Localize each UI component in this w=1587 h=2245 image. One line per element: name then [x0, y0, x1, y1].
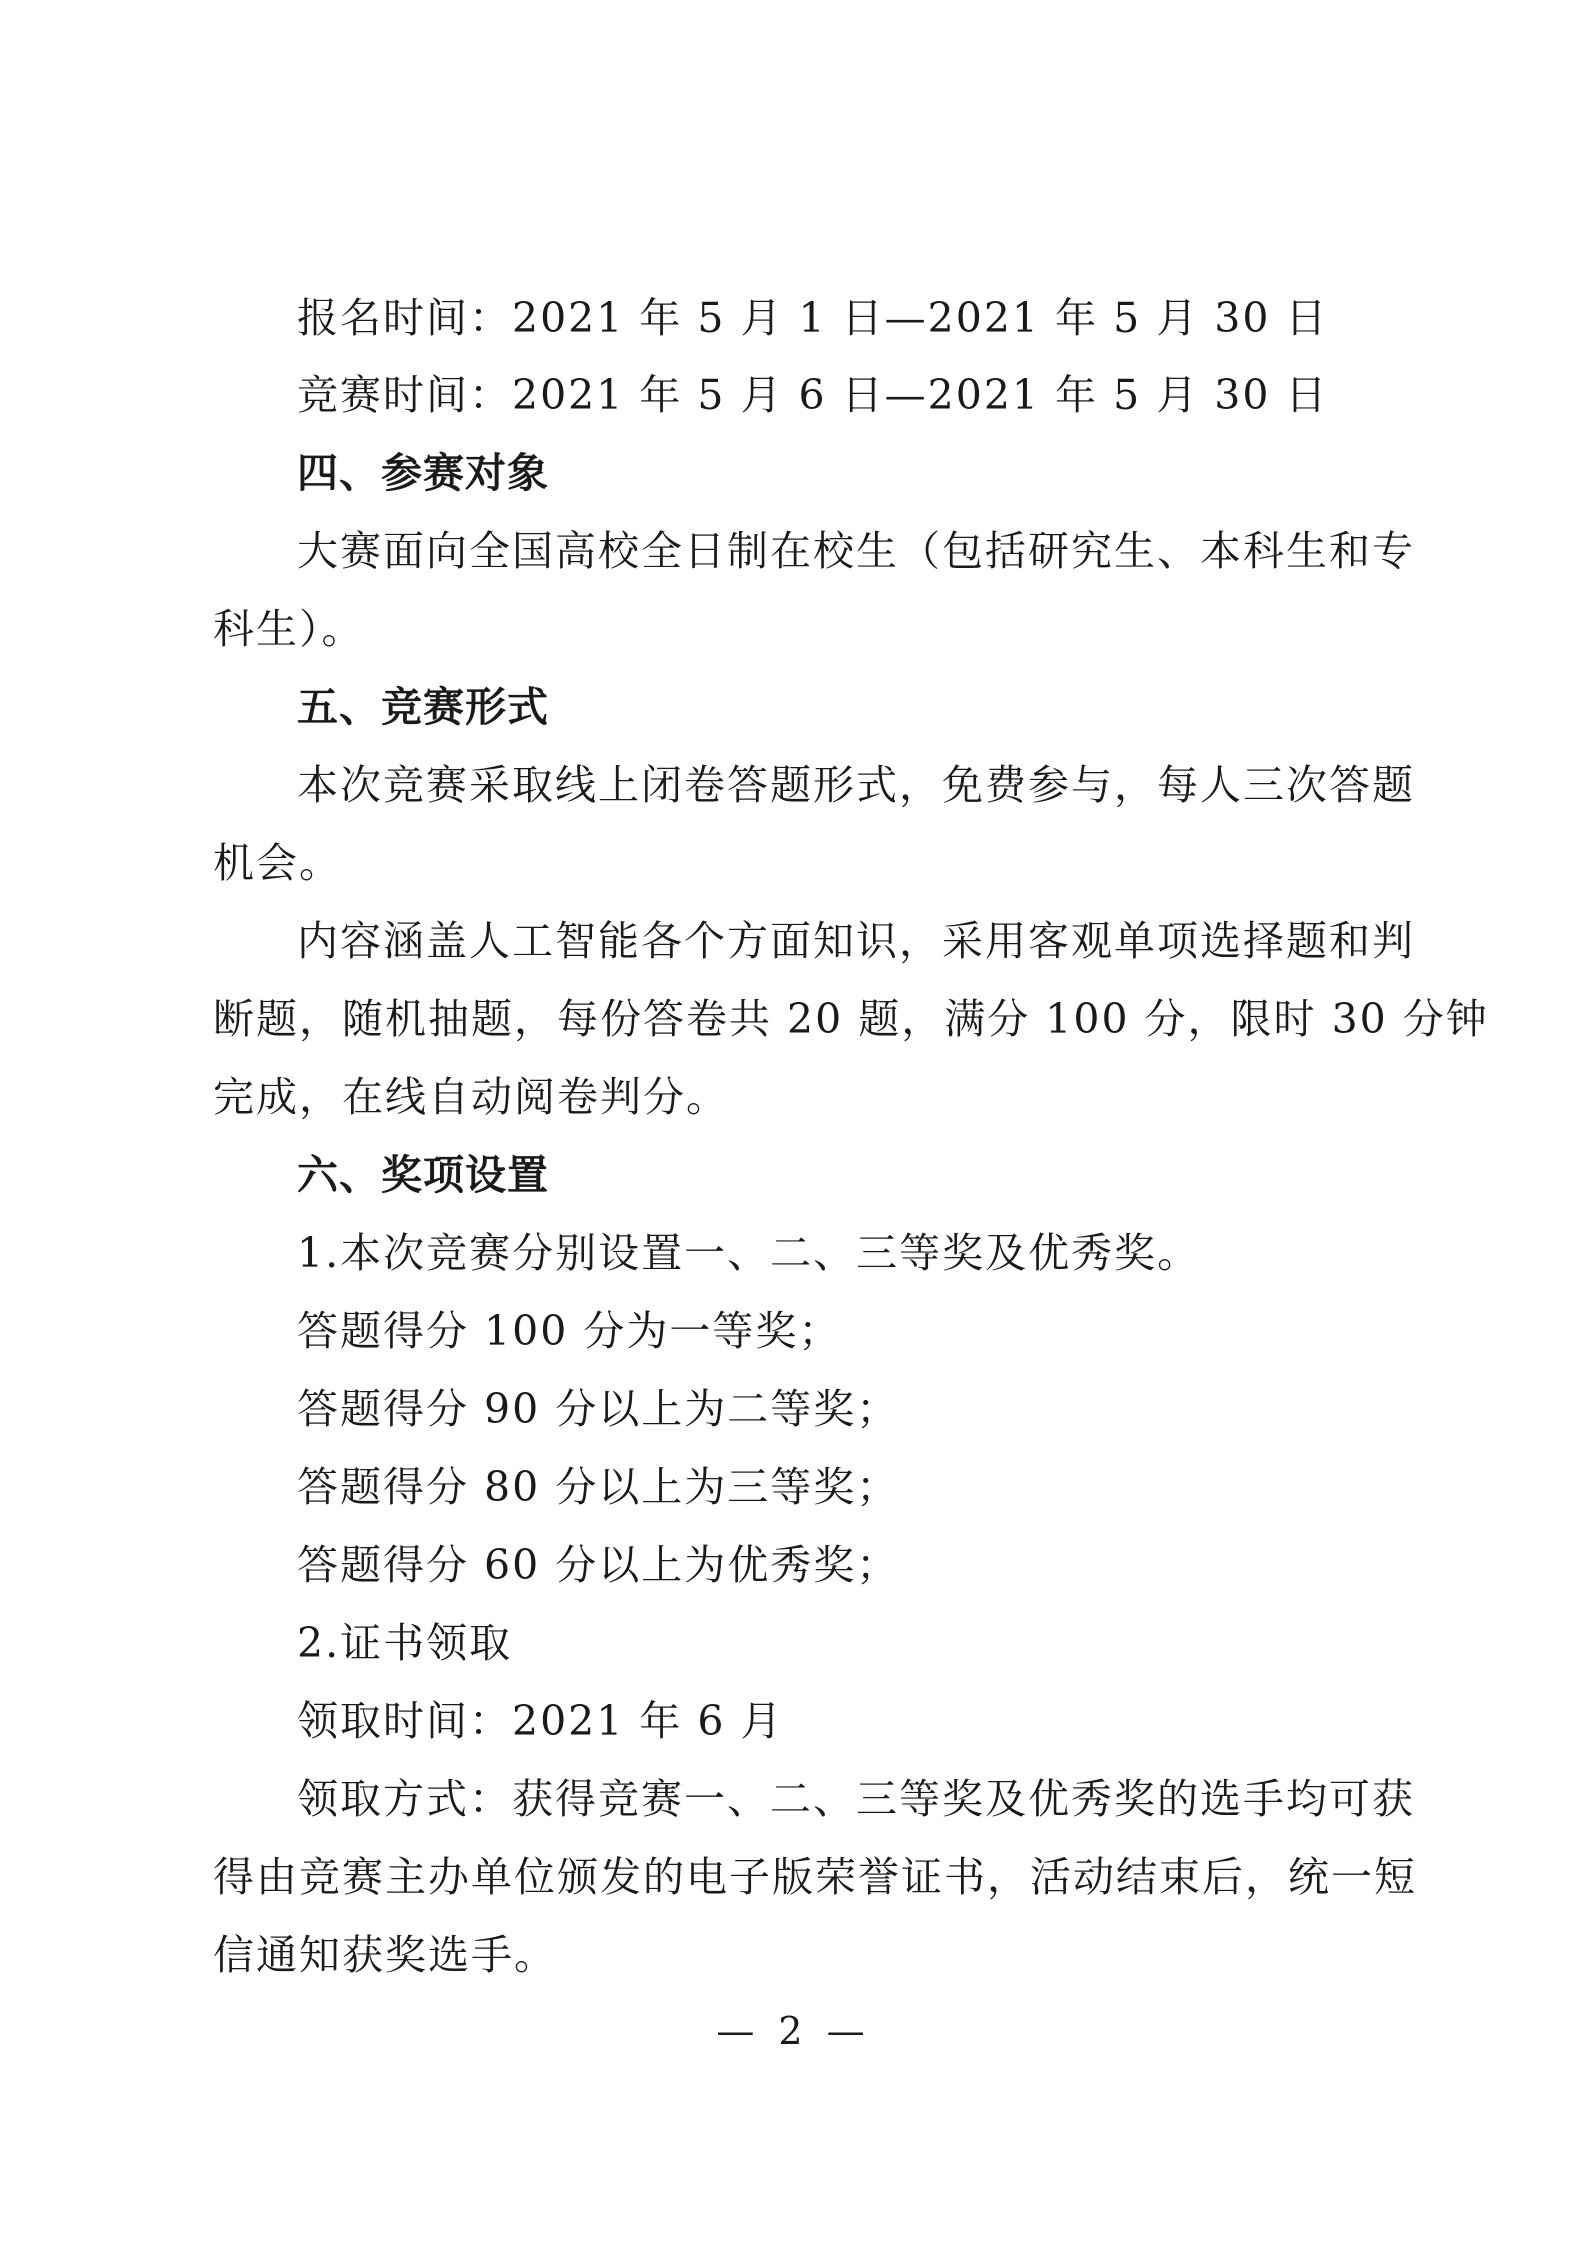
award-excellence-prize: 答题得分 60 分以上为优秀奖；	[297, 1541, 900, 1589]
awards-item-2: 2.证书领取	[297, 1619, 513, 1667]
competition-time: 竞赛时间：2021 年 5 月 6 日—2021 年 5 月 30 日	[297, 371, 1329, 419]
format-paragraph-2-line-3: 完成，在线自动阅卷判分。	[213, 1073, 729, 1121]
format-paragraph-1-line-2: 机会。	[213, 839, 342, 887]
registration-time: 报名时间：2021 年 5 月 1 日—2021 年 5 月 30 日	[297, 294, 1329, 342]
award-third-prize: 答题得分 80 分以上为三等奖；	[297, 1463, 900, 1511]
award-second-prize: 答题得分 90 分以上为二等奖；	[297, 1385, 900, 1433]
participants-paragraph-line-1: 大赛面向全国高校全日制在校生（包括研究生、本科生和专	[297, 527, 1415, 575]
format-paragraph-2-line-2: 断题，随机抽题，每份答卷共 20 题，满分 100 分，限时 30 分钟	[213, 995, 1489, 1043]
certificate-receive-method-line-3: 信通知获奖选手。	[213, 1931, 557, 1979]
format-paragraph-1-line-1: 本次竞赛采取线上闭卷答题形式，免费参与，每人三次答题	[297, 761, 1415, 809]
section-heading-participants: 四、参赛对象	[297, 449, 549, 497]
section-heading-format: 五、竞赛形式	[297, 683, 549, 731]
participants-paragraph-line-2: 科生）。	[213, 605, 365, 653]
award-first-prize: 答题得分 100 分为一等奖；	[297, 1307, 842, 1355]
certificate-receive-method-line-1: 领取方式：获得竞赛一、二、三等奖及优秀奖的选手均可获	[297, 1775, 1415, 1823]
certificate-receive-method-line-2: 得由竞赛主办单位颁发的电子版荣誉证书，活动结束后，统一短	[213, 1853, 1417, 1901]
format-paragraph-2-line-1: 内容涵盖人工智能各个方面知识，采用客观单项选择题和判	[297, 917, 1415, 965]
section-heading-awards: 六、奖项设置	[297, 1151, 549, 1199]
awards-item-1: 1.本次竞赛分别设置一、二、三等奖及优秀奖。	[297, 1229, 1201, 1277]
page-number: — 2 —	[716, 2009, 871, 2053]
certificate-receive-time: 领取时间：2021 年 6 月	[297, 1697, 784, 1745]
